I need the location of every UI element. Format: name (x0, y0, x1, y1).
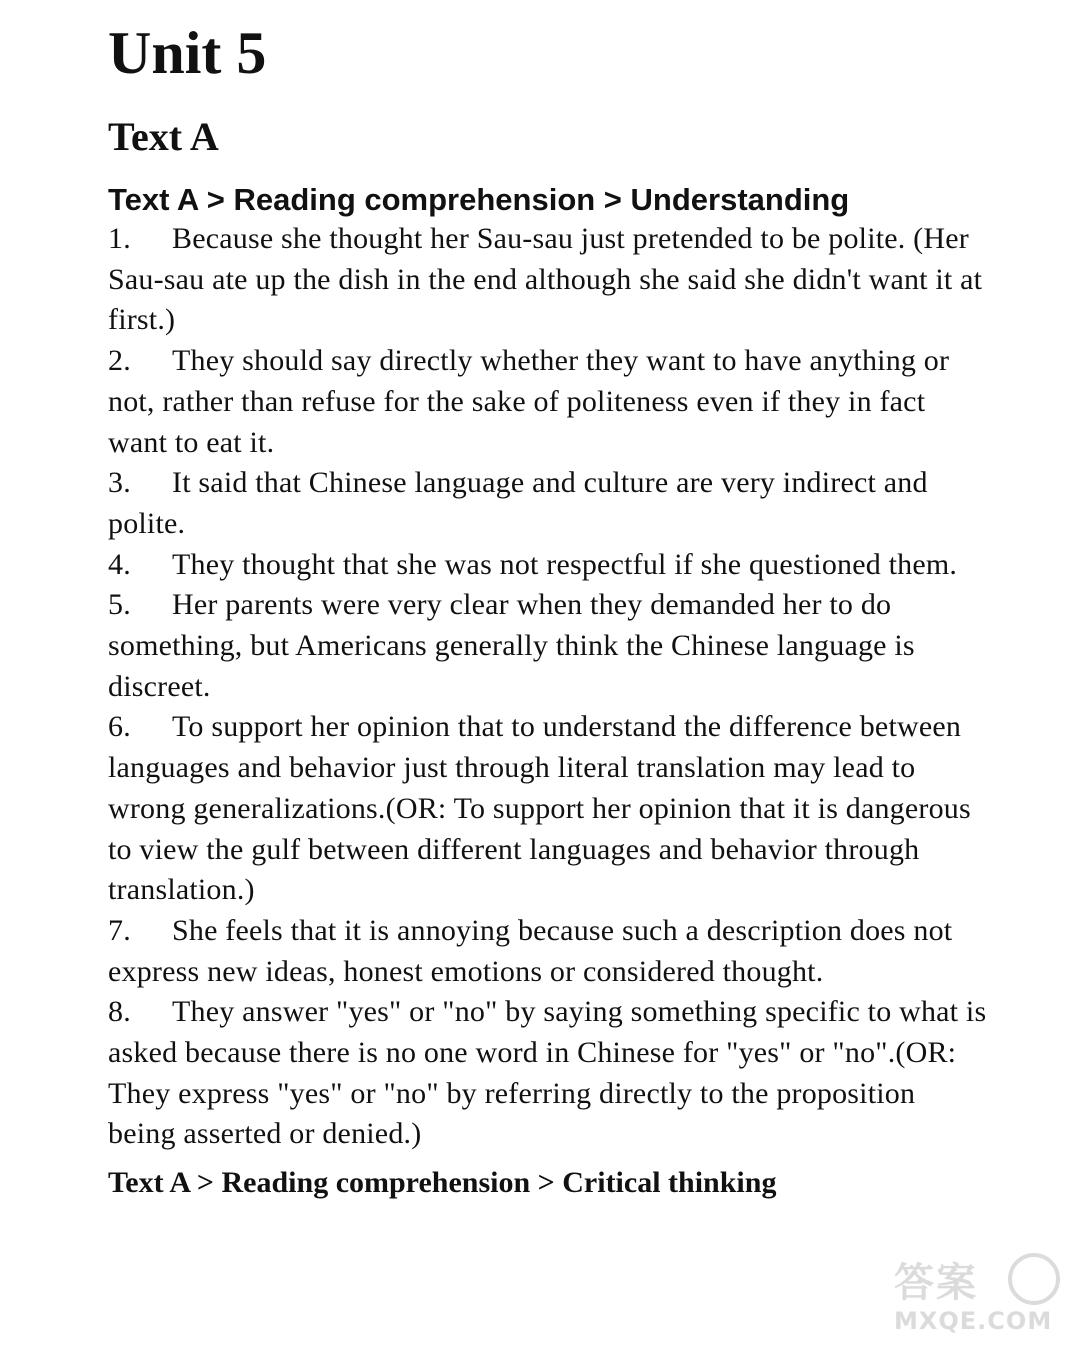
answer-text: They should say directly whether they want to have anything or not, rather than refuse for the sake of politeness even if they in fact want to eat it. (108, 344, 950, 459)
answer-text: Because she thought her Sau-sau just pretended to be polite. (Her Sau-sau ate up the dish in the end although she said she didn't want it at first.) (108, 222, 983, 337)
watermark-circle-icon (1008, 1253, 1060, 1305)
answer-number: 3. (108, 466, 131, 500)
watermark-url: MXQE.COM (894, 1307, 1053, 1335)
answer-text: They thought that she was not respectful if she questioned them. (172, 547, 958, 581)
watermark-logo (894, 1251, 1064, 1341)
answer-item (108, 585, 988, 707)
answer-text: To support her opinion that to understand the difference between languages and behavior just through literal translation may lead to wrong generalizations.(OR: To support her opinion that it is dangerous to view the gulf between different languages and behavior through translation.) (108, 710, 971, 907)
answer-list (108, 219, 988, 1155)
answer-number: 5. (108, 588, 131, 622)
answer-item (108, 219, 988, 341)
answer-number: 4. (108, 547, 131, 581)
answer-item (108, 707, 988, 911)
answer-number: 1. (108, 222, 131, 255)
breadcrumb-understanding: Text A > Reading comprehension > Understanding (108, 182, 850, 217)
section-title: Text A (108, 114, 219, 159)
breadcrumb-critical-thinking: Text A > Reading comprehension > Critical thinking (108, 1166, 777, 1200)
answer-text: It said that Chinese language and culture are very indirect and polite. (108, 466, 928, 540)
answer-text: She feels that it is annoying because such a description does not express new ideas, honest emotions or considered thought. (108, 913, 953, 988)
answer-number: 2. (108, 344, 131, 378)
answer-text: They answer "yes" or "no" by saying something specific to what is asked because there is no one word in Chinese for "yes" or "no".(OR: They express "yes" or "no" by referring directly to the proposition being asserted or denied.) (108, 995, 987, 1151)
answer-item (108, 545, 988, 586)
answer-item (108, 911, 988, 992)
document-page (108, 0, 988, 1203)
answer-item (108, 463, 988, 544)
answer-item (108, 992, 988, 1155)
answer-number: 6. (108, 710, 131, 744)
answer-number: 7. (108, 913, 131, 947)
answer-number: 8. (108, 995, 131, 1029)
watermark-text: 答案 (894, 1260, 978, 1306)
answer-text: Her parents were very clear when they demanded her to do something, but Americans generally think the Chinese language is discreet. (108, 588, 915, 703)
unit-title: Unit 5 (108, 20, 267, 86)
answer-item (108, 341, 988, 463)
